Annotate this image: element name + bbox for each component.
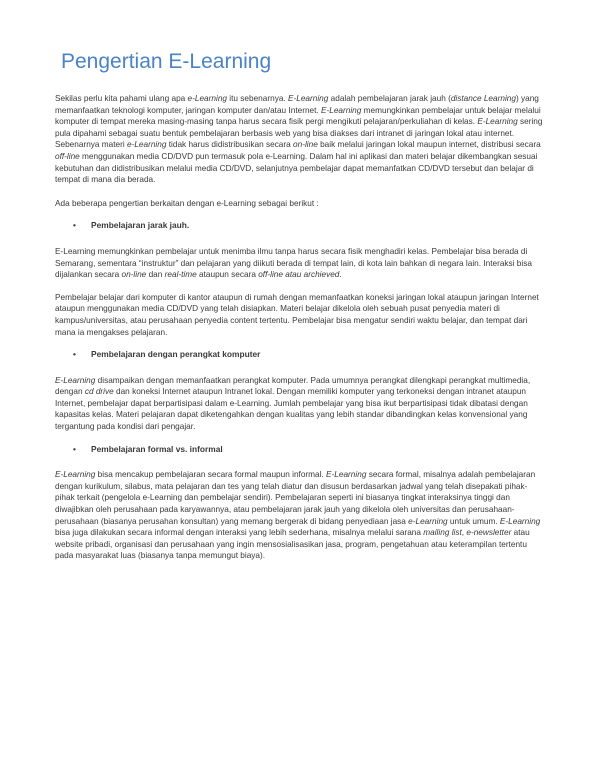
document-body (55, 93, 543, 573)
italic-term: e-Learning (187, 94, 227, 103)
italic-term: real-time (164, 270, 197, 280)
italic-term: e-Learning (408, 516, 448, 526)
bullet-icon: • (73, 443, 76, 454)
italic-term: cd drive (84, 387, 114, 397)
bullet-heading-jarak-jauh (73, 220, 543, 232)
paragraph-jarak-jauh-1: E-Learning memungkinkan pembelajar untuk menimba ilmu tanpa harus secara fisik menghadiri kelas. Pembelajar bisa berada di Semarang, sementara “instruktur” dan pelajaran yang diikuti berada di tempat lain, di kota lain bahkan di negara lain. Interaksi bisa dijalankan secara on-line dan real-time ataupun secara off-line atau archieved. (55, 246, 532, 280)
paragraph-list-intro: Ada beberapa pengertian berkaitan dengan e-Learning sebagai berikut : (55, 198, 319, 208)
italic-term: off-line (55, 151, 80, 161)
paragraph-perangkat-komputer: E-Learning disampaikan dengan memanfaatkan perangkat komputer. Pada umumnya perangkat dilengkapi perangkat multimedia, dengan cd drive dan koneksi Internet ataupun Intranet lokal. Dengan memiliki komputer yang terkoneksi dengan intranet ataupun Internet, pembelajar dapat berpartisipasi dalam e-Learning. Jumlah pembelajar yang bisa ikut berpartisipasi tidak dibatasi dengan kapasitas kelas. Materi pelajaran dapat diketengahkan dengan kualitas yang lebih standar dibandingkan kelas konvensional yang tergantung pada kondisi dari pengajar. (55, 375, 531, 432)
italic-term: on-line (293, 140, 318, 150)
bullet-icon: • (73, 349, 76, 360)
page-title: Pengertian E-Learning (61, 50, 272, 73)
italic-term: e-Learning (127, 140, 167, 150)
paragraph-formal-informal: E-Learning bisa mencakup pembelajaran secara formal maupun informal. E-Learning secara formal, misalnya adalah pembelajaran dengan kurikulum, silabus, mata pelajaran dan tes yang telah diatur dan disusun berdasarkan jadwal yang telah disepakati pihak-pihak terkait (pengelola e-Learning dan pembelajar sendiri). Pembelajaran seperti ini biasanya tingkat interaksinya tinggi dan diwajibkan oleh perusahaan pada karyawannya, atau pembelajaran jarak jauh yang dikelola oleh universitas dan perusahaan-perusahaan (biasanya perusahan konsultan) yang memang bergerak di bidang penyediaan jasa e-Learning untuk umum. E-Learning bisa juga dilakukan secara informal dengan interaksi yang lebih sederhana, misalnya melalui sarana mailing list, e-newsletter atau website pribadi, organisasi dan perusahaan yang ingin mensosialisasikan jasa, program, pengetahuan atau keterampilan tertentu pada masyarakat luas (biasanya tanpa memungut biaya). (55, 470, 541, 561)
bullet-heading-label: Pembelajaran dengan perangkat komputer (91, 349, 261, 360)
italic-term: E-Learning (326, 470, 367, 480)
paragraph-intro: Sekilas perlu kita pahami ulang apa e-Learning itu sebenarnya. E-Learning adalah pembelajaran jarak jauh (distance Learning) yang memanfaatkan teknologi komputer, jaringan komputer dan/atau Internet. E-Learning memungkinkan pembelajar untuk belajar melalui komputer di tempat mereka masing-masing tanpa harus secara fisik pergi mengikuti pelajaran/perkuliahan di kelas. E-Learning sering pula dipahami sebagai suatu bentuk pembelajaran berbasis web yang bisa diakses dari intranet di jaringan lokal atau internet. Sebenarnya materi e-Learning tidak harus didistribusikan secara on-line baik melalui jaringan lokal maupun internet, distribusi secara off-line menggunakan media CD/DVD pun termasuk pola e-Learning. Dalam hal ini aplikasi dan materi belajar dikembangkan sesuai kebutuhan dan didistribusikan melalui media CD/DVD, selanjutnya pembelajar dapat memanfatkan CD/DVD tersebut dan belajar di tempat di mana dia berada. (55, 94, 543, 185)
italic-term: e-newsletter (466, 528, 512, 538)
paragraph-jarak-jauh-2: Pembelajar belajar dari komputer di kantor ataupun di rumah dengan memanfaatkan koneksi jaringan lokal ataupun jaringan Internet ataupun menggunakan media CD/DVD yang telah disiapkan. Materi belajar dikelola oleh sebuah pusat penyedia materi di kampus/universitas, atau perusahaan penyedia content tertentu. Pembelajar bisa mengatur sendiri waktu belajar, dan tempat dari mana ia mengakses pelajaran. (55, 292, 539, 337)
bullet-heading-perangkat-komputer (73, 349, 543, 361)
italic-term: distance Learning (450, 94, 516, 103)
bullet-heading-label: Pembelajaran formal vs. informal (91, 443, 223, 454)
italic-term: on-line (121, 270, 147, 280)
bullet-icon: • (73, 220, 76, 231)
bullet-heading-formal-informal (73, 444, 543, 456)
italic-term: E-Learning (321, 105, 362, 115)
italic-term: E-Learning (288, 94, 329, 103)
italic-term: mailing list (423, 528, 462, 538)
italic-term: E-Learning (499, 516, 541, 526)
italic-term: E-Learning (55, 375, 96, 385)
italic-term: E-Learning (55, 470, 96, 480)
italic-term: E-Learning (477, 117, 518, 127)
bullet-heading-label: Pembelajaran jarak jauh. (91, 220, 190, 231)
italic-term: off-line atau archieved (258, 270, 340, 280)
